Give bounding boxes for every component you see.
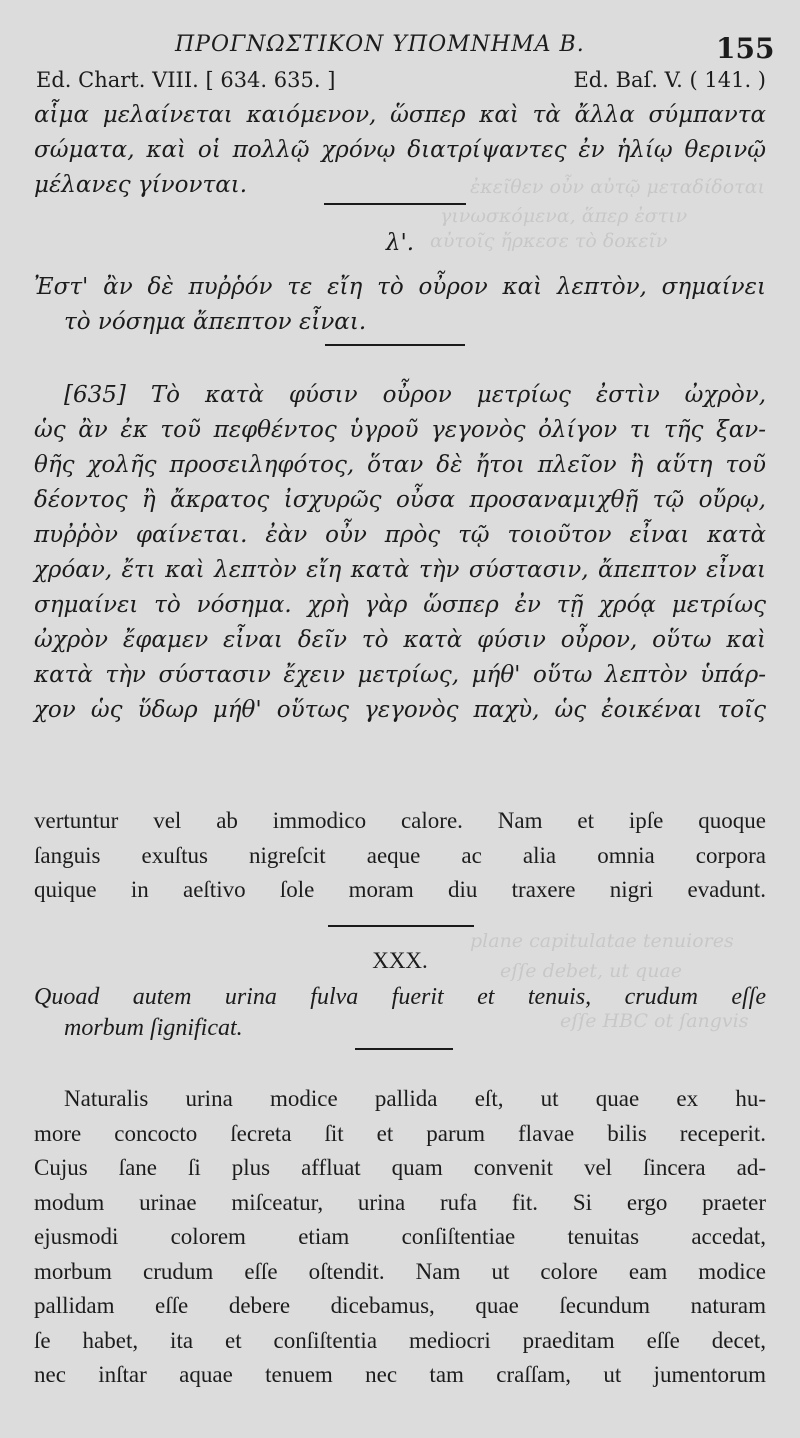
- greek-section-number: λ'.: [385, 230, 415, 256]
- text-line: Naturalis urina modice pallida eſt, ut quae ex hu-: [64, 1086, 766, 1111]
- text-line: more concocto ſecreta ſit et parum flavae bilis receperit.: [34, 1120, 766, 1146]
- text-line: Quoad autem urina fulva fuerit et tenuis, crudum eſſe: [34, 984, 766, 1010]
- text-line: κατὰ τὴν σύστασιν ἔχειν μετρίως, μήθ' οὕτω λεπτὸν ὑπάρ-: [34, 662, 766, 688]
- greek-commentary: [34, 378, 766, 728]
- edition-reference-row: [36, 68, 766, 96]
- greek-lemma: [34, 270, 766, 340]
- text-line: θῆς χολῆς προσειληφότος, ὅταν δὲ ἤτοι πλεῖον ἢ αὕτη τοῦ: [34, 452, 766, 478]
- text-line: ὠχρὸν ἔφαμεν εἶναι δεῖν τὸ κατὰ φύσιν οὖρον, οὕτω καὶ: [34, 627, 766, 653]
- latin-lemma: [34, 982, 766, 1044]
- greek-continuation: [34, 98, 766, 203]
- section-divider: [325, 344, 465, 346]
- text-line: αἷμα μελαίνεται καιόμενον, ὥσπερ καὶ τὰ ἄλλα σύμπαντα: [34, 102, 766, 128]
- text-line: Cujus ſane ſi plus affluat quam convenit vel ſincera ad-: [34, 1155, 766, 1180]
- text-line: nec inſtar aquae tenuem nec tam craſſam, ut jumentorum: [34, 1362, 766, 1387]
- text-line: quique in aeſtivo ſole moram diu traxere nigri evadunt.: [34, 877, 766, 902]
- latin-commentary: [34, 1082, 766, 1393]
- running-head: [0, 30, 800, 65]
- text-line: σώματα, καὶ οἱ πολλῷ χρόνῳ διατρίψαντες ἐν ἡλίῳ θερινῷ: [34, 137, 766, 163]
- text-line: [635] Τὸ κατὰ φύσιν οὖρον μετρίως ἐστὶν ὠχρὸν,: [64, 382, 766, 408]
- section-divider: [328, 925, 474, 927]
- latin-section-number: XXX.: [372, 948, 428, 973]
- edition-reference-right: Ed. Baſ. V. ( 141. ): [573, 68, 766, 92]
- text-line: μέλανες γίνονται.: [34, 172, 248, 198]
- text-line: τὸ νόσημα ἄπεπτον εἶναι.: [64, 309, 367, 335]
- book-page: ἐκεῖθεν οὖν αὐτῷ μεταδίδοται γινωσκόμενα, ἅπερ ἐστιν αὐτοῖς ἤρκεσε τὸ δοκεῖν plane capitulatae tenuiores eſſe debet, ut quae eſſe HBC ot ſangvis ΠΡΟΓΝΩΣΤΙΚΟΝ ΥΠΟΜΝΗΜΑ Β. 155 Ed. Chart. VIII. [ 634. 635. ] Ed. Baſ. V. ( 141. ) αἷμα μελαίνεται καιόμενον, ὥσπερ καὶ τὰ ἄλλα σύμπαντα σώματα, καὶ οἱ πολλῷ χρόνῳ διατρίψαντες ἐν ἡλίῳ θερινῷ μέλανες γίνονται. λ'. Ἐστ' ἂν δὲ πυῤῥόν τε εἴη τὸ οὖρον καὶ λεπτὸν, σημαίνει τὸ νόσημα ἄπεπτον εἶναι. [635] Τὸ κατὰ φύσιν οὖρον μετρίως ἐστὶν ὠχρὸν, ὡς ἂν ἐκ τοῦ πεφθέντος ὑγροῦ γεγονὸς ὀλίγον τι τῆς ξαν- θῆς χολῆς προσειληφότος, ὅταν δὲ ἤτοι πλεῖον ἢ αὕτη τοῦ δέοντος ἢ ἄκρατος ἰσχυρῶς οὖσα προσαναμιχθῇ τῷ οὔρῳ, πυῤῥὸν φαίνεται. ἐὰν οὖν πρὸς τῷ τοιοῦτον εἶναι κατὰ χρόαν, ἔτι καὶ λεπτὸν εἴη κατὰ τὴν σύστασιν, ἄπεπτον εἶναι σημαίνει τὸ νόσημα. χρὴ γὰρ ὥσπερ ἐν τῇ χρόᾳ μετρίως ὠχρὸν ἔφαμεν εἶναι δεῖν τὸ κατὰ φύσιν οὖρον, οὕτω καὶ κατὰ τὴν σύστασιν ἔχειν μετρίως, μήθ' οὕτω λεπτὸν ὑπάρ- χον ὡς ὕδωρ μήθ' οὕτως γεγονὸς παχὺ, ὡς ἐοικέναι τοῖς vertuntur vel ab immodico calore. Nam et ipſe quoque ſanguis exuſtus nigreſcit aeque ac alia omnia corpora quique in aeſtivo ſole moram diu traxere nigri evadunt. XXX. Quoad autem urina fulva fuerit et tenuis, crudum eſſe morbum ſignificat. Naturalis urina modice pallida eſt, ut quae ex hu- more concocto ſecreta ſit et parum flavae bilis receperit. Cujus ſane ſi plus affluat quam convenit vel ſincera ad- modum urinae miſceatur, urina rufa fit. Si ergo praeter ejusmodi colorem etiam conſiſtentiae tenuitas accedat, morbum crudum eſſe oſtendit. Nam ut colore eam modice pallidam eſſe debere dicebamus, quae ſecundum naturam ſe habet, ita et conſiſtentia mediocri praeditam eſſe decet, nec inſtar aquae tenuem nec tam craſſam, ut jumentorum: [0, 0, 800, 1438]
- text-line: ſanguis exuſtus nigreſcit aeque ac alia omnia corpora: [34, 842, 766, 868]
- section-divider: [355, 1048, 453, 1050]
- text-line: Ἐστ' ἂν δὲ πυῤῥόν τε εἴη τὸ οὖρον καὶ λεπτὸν, σημαίνει: [34, 274, 766, 300]
- text-line: vertuntur vel ab immodico calore. Nam et ipſe quoque: [34, 808, 766, 833]
- edition-reference-left: Ed. Chart. VIII. [ 634. 635. ]: [36, 68, 336, 92]
- running-title: ΠΡΟΓΝΩΣΤΙΚΟΝ ΥΠΟΜΝΗΜΑ Β.: [175, 32, 585, 57]
- text-line: χον ὡς ὕδωρ μήθ' οὕτως γεγονὸς παχὺ, ὡς ἐοικέναι τοῖς: [34, 697, 766, 723]
- text-line: σημαίνει τὸ νόσημα. χρὴ γὰρ ὥσπερ ἐν τῇ χρόᾳ μετρίως: [34, 592, 766, 618]
- latin-continuation: [34, 804, 766, 908]
- text-line: πυῤῥὸν φαίνεται. ἐὰν οὖν πρὸς τῷ τοιοῦτον εἶναι κατὰ: [34, 522, 766, 548]
- text-line: χρόαν, ἔτι καὶ λεπτὸν εἴη κατὰ τὴν σύστασιν, ἄπεπτον εἶναι: [34, 557, 766, 583]
- text-line: morbum crudum eſſe oſtendit. Nam ut colore eam modice: [34, 1258, 766, 1284]
- page-number: 155: [716, 32, 775, 65]
- text-line: morbum ſignificat.: [64, 1015, 243, 1041]
- text-line: ὡς ἂν ἐκ τοῦ πεφθέντος ὑγροῦ γεγονὸς ὀλίγον τι τῆς ξαν-: [34, 417, 766, 443]
- text-line: pallidam eſſe debere dicebamus, quae ſecundum naturam: [34, 1293, 766, 1318]
- text-line: ejusmodi colorem etiam conſiſtentiae tenuitas accedat,: [34, 1224, 766, 1249]
- section-divider: [324, 203, 466, 205]
- text-line: ſe habet, ita et conſiſtentia mediocri praeditam eſſe decet,: [34, 1327, 766, 1353]
- text-line: δέοντος ἢ ἄκρατος ἰσχυρῶς οὖσα προσαναμιχθῇ τῷ οὔρῳ,: [34, 487, 766, 513]
- text-line: modum urinae miſceatur, urina rufa fit. Si ergo praeter: [34, 1189, 766, 1215]
